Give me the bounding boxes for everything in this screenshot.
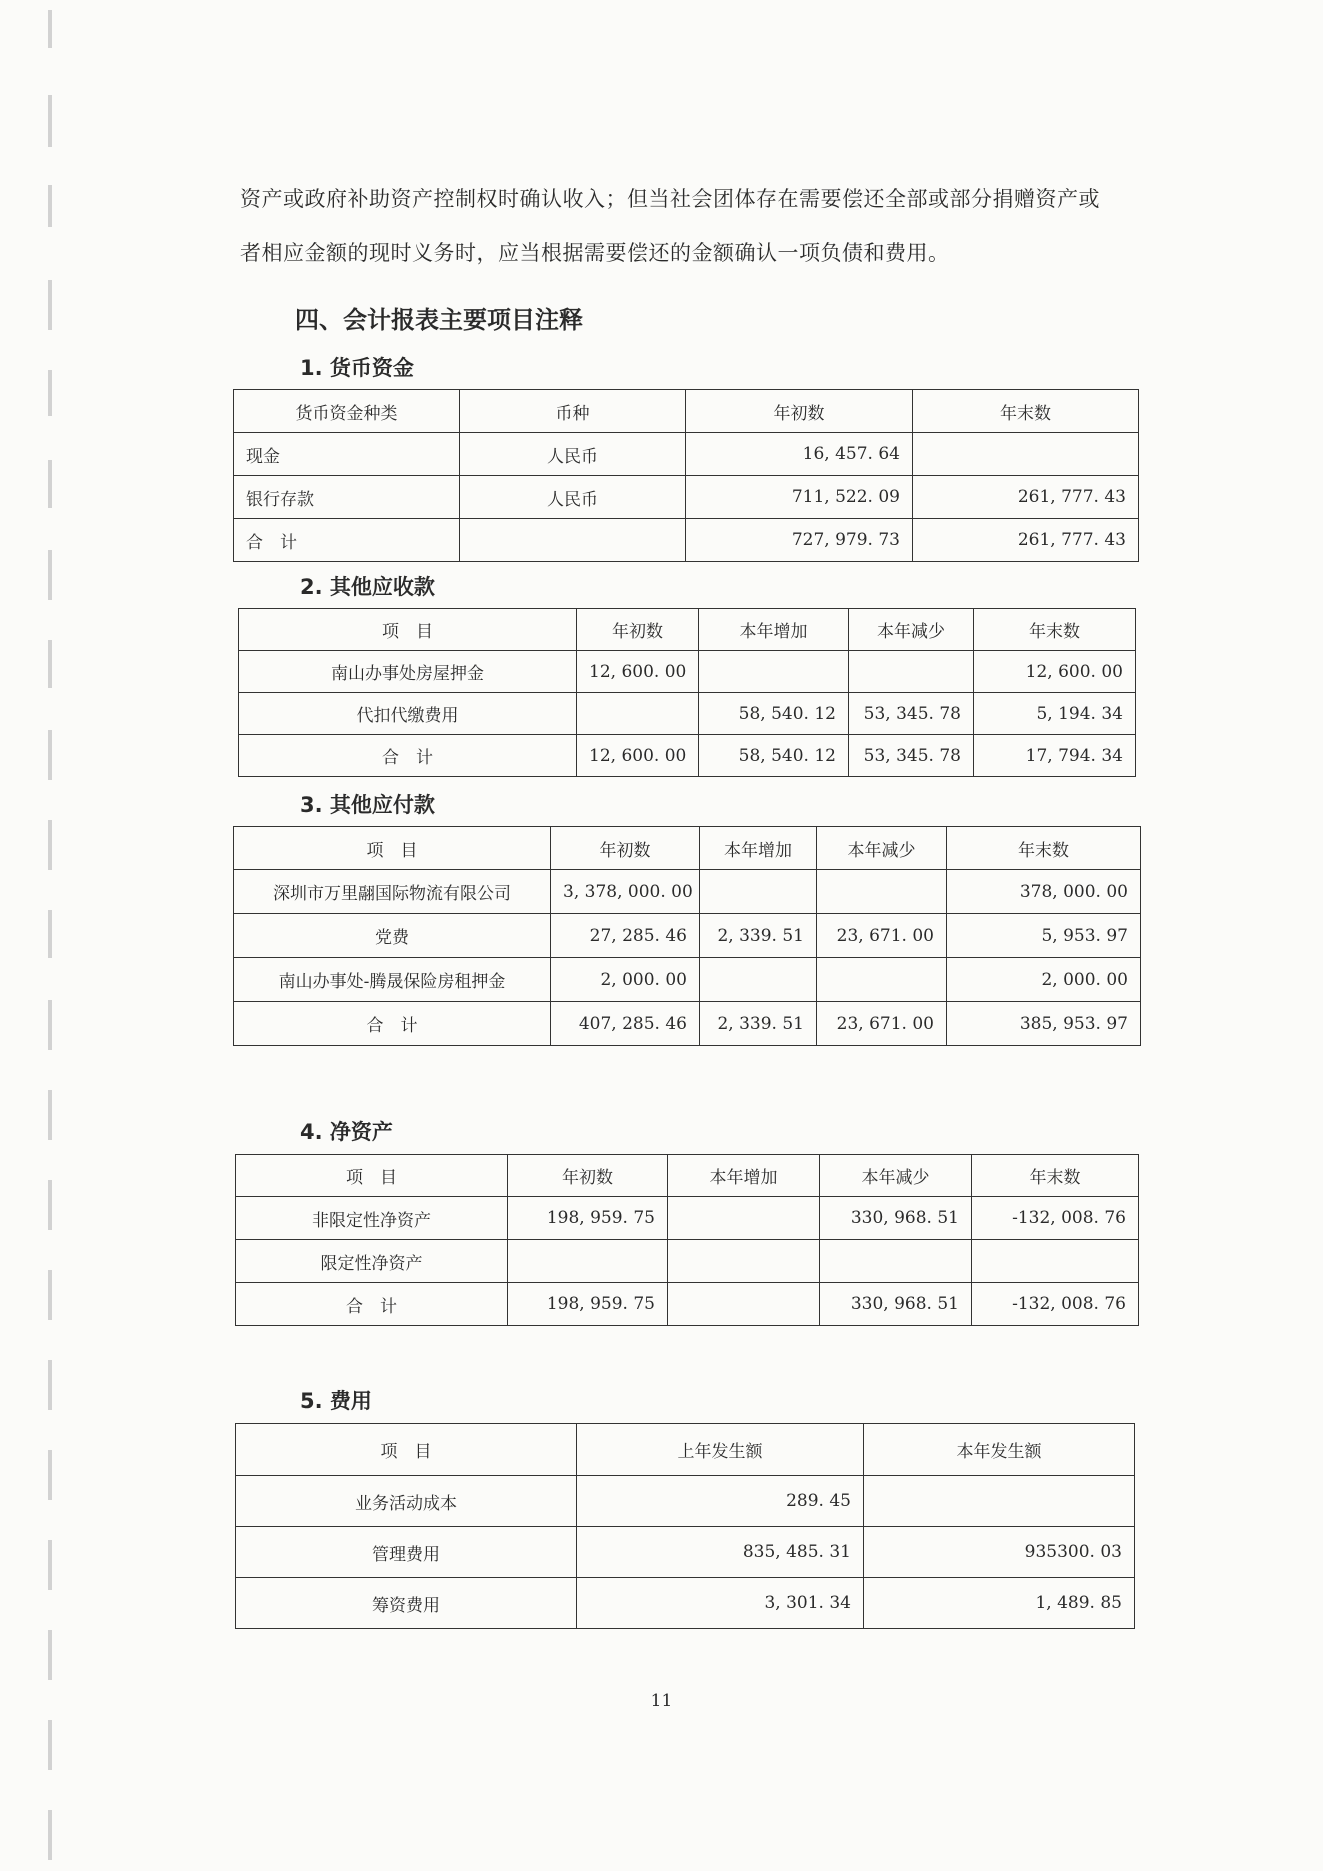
value-cell [668,1197,820,1240]
header-cell: 年末数 [974,609,1136,651]
item-cell: 非限定性净资产 [236,1197,508,1240]
header-cell: 本年增加 [668,1155,820,1197]
value-cell: 3, 378, 000. 00 [551,870,700,914]
binding-mark [48,10,52,48]
value-cell: 16, 457. 64 [686,433,913,476]
intro-line-1: 资产或政府补助资产控制权时确认收入；但当社会团体存在需要偿还全部或部分捐赠资产或 [240,187,1100,211]
binding-mark [48,550,52,600]
value-cell [668,1240,820,1283]
header-cell: 年初数 [577,609,699,651]
header-cell: 本年减少 [820,1155,972,1197]
item-cell: 合 计 [234,519,460,562]
table-row-total [234,1002,1141,1046]
binding-mark [48,1360,52,1410]
item-cell: 银行存款 [234,476,460,519]
binding-mark [48,280,52,330]
header-cell: 货币资金种类 [234,390,460,433]
value-cell: 727, 979. 73 [686,519,913,562]
header-cell: 年末数 [972,1155,1139,1197]
value-cell: 17, 794. 34 [974,735,1136,777]
value-cell [972,1240,1139,1283]
header-cell: 年初数 [551,827,700,870]
table-row [236,1240,1139,1283]
item-cell: 现金 [234,433,460,476]
value-cell [817,870,947,914]
value-cell: 58, 540. 12 [699,693,849,735]
binding-mark [48,1450,52,1500]
value-cell: 330, 968. 51 [820,1197,972,1240]
header-cell: 年末数 [913,390,1139,433]
header-cell: 本年减少 [849,609,974,651]
table-row-total [234,519,1139,562]
value-cell: -132, 008. 76 [972,1197,1139,1240]
value-cell: 5, 194. 34 [974,693,1136,735]
currency-cell [460,519,686,562]
binding-mark [48,640,52,688]
value-cell: 378, 000. 00 [947,870,1141,914]
value-cell: 330, 968. 51 [820,1283,972,1326]
value-cell: 2, 000. 00 [551,958,700,1002]
item-cell: 筹资费用 [236,1578,577,1629]
item-cell: 限定性净资产 [236,1240,508,1283]
value-cell: 935300. 03 [864,1527,1135,1578]
value-cell: 1, 489. 85 [864,1578,1135,1629]
binding-mark [48,185,52,227]
binding-mark [48,1270,52,1320]
binding-mark [48,95,52,147]
table-4-title: 4. 净资产 [300,1120,393,1144]
item-cell: 合 计 [236,1283,508,1326]
table-row [234,433,1139,476]
header-cell: 本年增加 [699,609,849,651]
binding-mark [48,1810,52,1860]
value-cell: 27, 285. 46 [551,914,700,958]
value-cell: 385, 953. 97 [947,1002,1141,1046]
header-cell: 项 目 [236,1424,577,1476]
binding-mark [48,1720,52,1770]
binding-mark [48,460,52,508]
table-row [236,1476,1135,1527]
value-cell: 23, 671. 00 [817,1002,947,1046]
value-cell: 711, 522. 09 [686,476,913,519]
item-cell: 管理费用 [236,1527,577,1578]
header-cell: 项 目 [239,609,577,651]
header-cell: 项 目 [234,827,551,870]
header-cell: 上年发生额 [577,1424,864,1476]
value-cell: 198, 959. 75 [508,1283,668,1326]
receivables-table [238,608,1136,777]
binding-mark [48,820,52,870]
value-cell [700,958,817,1002]
value-cell: 2, 000. 00 [947,958,1141,1002]
binding-mark [48,910,52,958]
value-cell: 5, 953. 97 [947,914,1141,958]
table-2-title: 2. 其他应收款 [300,575,435,599]
table-1-title: 1. 货币资金 [300,356,414,380]
table-row-total [236,1283,1139,1326]
binding-mark [48,1000,52,1050]
value-cell: 198, 959. 75 [508,1197,668,1240]
binding-mark [48,1090,52,1140]
binding-mark [48,1630,52,1680]
table-5-title: 5. 费用 [300,1389,372,1413]
table-row [239,651,1136,693]
value-cell: 23, 671. 00 [817,914,947,958]
value-cell: -132, 008. 76 [972,1283,1139,1326]
item-cell: 党费 [234,914,551,958]
header-cell: 本年发生额 [864,1424,1135,1476]
value-cell: 289. 45 [577,1476,864,1527]
item-cell: 合 计 [234,1002,551,1046]
table-row [234,476,1139,519]
value-cell: 53, 345. 78 [849,693,974,735]
intro-line-2: 者相应金额的现时义务时，应当根据需要偿还的金额确认一项负债和费用。 [240,241,950,265]
table-row [234,870,1141,914]
header-cell: 本年增加 [700,827,817,870]
header-cell: 年初数 [686,390,913,433]
value-cell [913,433,1139,476]
value-cell [700,870,817,914]
value-cell [508,1240,668,1283]
value-cell [820,1240,972,1283]
table-3-title: 3. 其他应付款 [300,793,435,817]
page-number: 11 [650,1691,673,1711]
section-title: 四、会计报表主要项目注释 [295,306,583,334]
value-cell [817,958,947,1002]
value-cell: 3, 301. 34 [577,1578,864,1629]
binding-mark [48,1180,52,1230]
value-cell: 12, 600. 00 [577,735,699,777]
table-row [234,914,1141,958]
table-row [236,1197,1139,1240]
item-cell: 深圳市万里翮国际物流有限公司 [234,870,551,914]
net-assets-table [235,1154,1139,1326]
binding-mark [48,370,52,416]
table-row [236,1578,1135,1629]
header-cell: 币种 [460,390,686,433]
currency-cell: 人民币 [460,433,686,476]
table-row [236,1527,1135,1578]
value-cell: 53, 345. 78 [849,735,974,777]
table-row-total [239,735,1136,777]
table-row [239,693,1136,735]
value-cell: 12, 600. 00 [577,651,699,693]
header-cell: 项 目 [236,1155,508,1197]
item-cell: 南山办事处房屋押金 [239,651,577,693]
value-cell: 2, 339. 51 [700,914,817,958]
value-cell: 58, 540. 12 [699,735,849,777]
value-cell: 12, 600. 00 [974,651,1136,693]
cash-table [233,389,1139,562]
binding-mark [48,1540,52,1590]
header-cell: 年初数 [508,1155,668,1197]
binding-mark [48,730,52,780]
item-cell: 南山办事处-腾晟保险房租押金 [234,958,551,1002]
value-cell: 261, 777. 43 [913,519,1139,562]
value-cell: 835, 485. 31 [577,1527,864,1578]
expenses-table [235,1423,1135,1629]
value-cell [699,651,849,693]
value-cell [864,1476,1135,1527]
value-cell: 261, 777. 43 [913,476,1139,519]
value-cell: 407, 285. 46 [551,1002,700,1046]
item-cell: 合 计 [239,735,577,777]
value-cell [668,1283,820,1326]
value-cell [577,693,699,735]
currency-cell: 人民币 [460,476,686,519]
table-row [234,958,1141,1002]
value-cell [849,651,974,693]
header-cell: 年末数 [947,827,1141,870]
header-cell: 本年减少 [817,827,947,870]
item-cell: 代扣代缴费用 [239,693,577,735]
value-cell: 2, 339. 51 [700,1002,817,1046]
payables-table [233,826,1141,1046]
item-cell: 业务活动成本 [236,1476,577,1527]
